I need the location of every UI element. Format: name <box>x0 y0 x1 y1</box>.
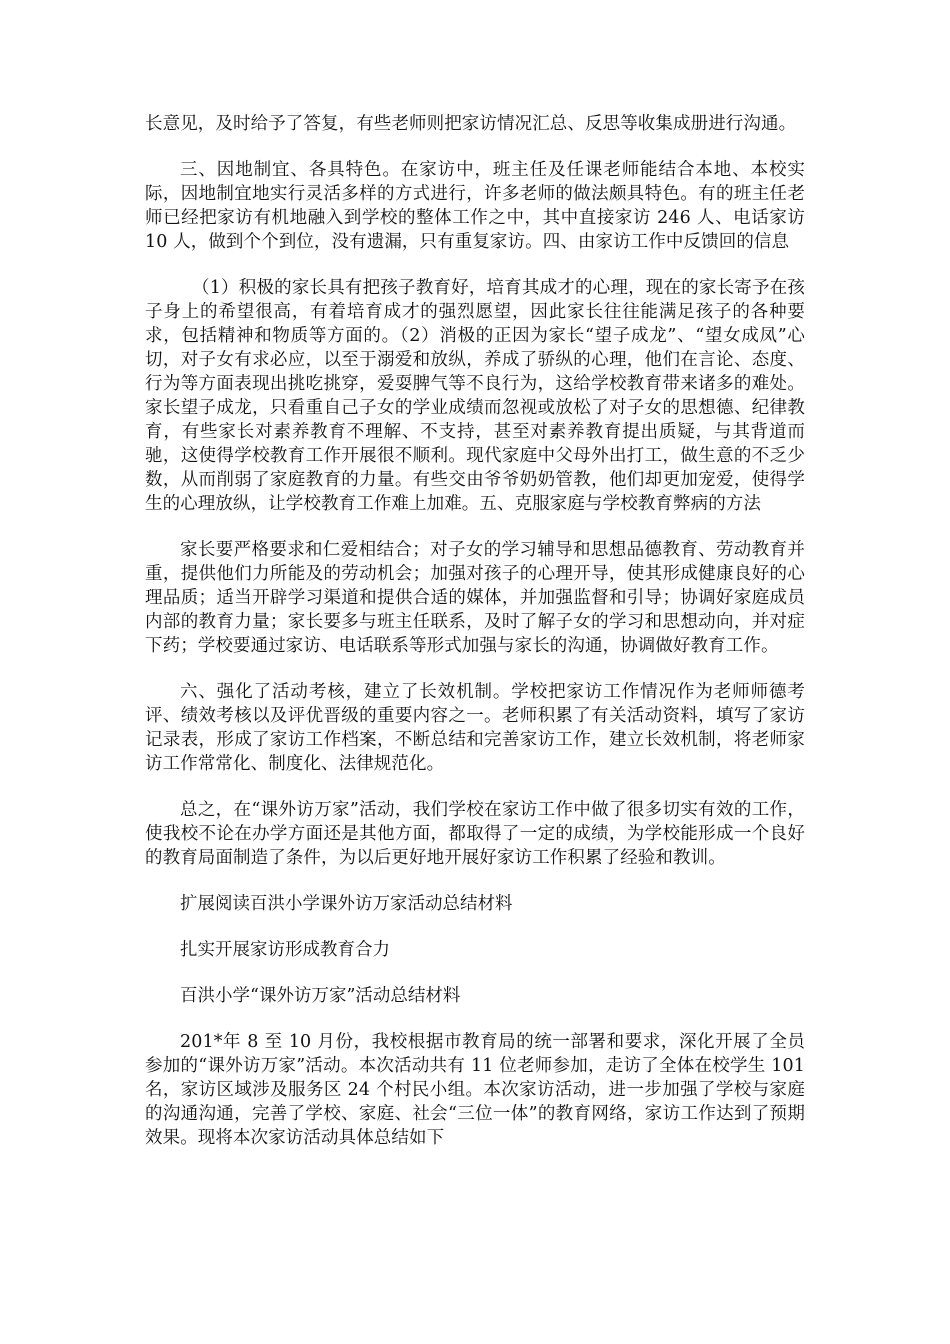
document-page <box>145 112 805 1172</box>
paragraph-methods: 家长要严格要求和仁爱相结合；对子女的学习辅导和思想品德教育、劳动教育并重，提供他们力所能及的劳动机会；加强对孩子的心理开导，使其形成健康良好的心理品质；适当开辟学习渠道和提供合适的媒体，并加强监督和引导；协调好家庭成员内部的教育力量；家长要多与班主任联系，及时了解子女的学习和思想动向，并对症下药；学校要通过家访、电话联系等形式加强与家长的沟通，协调做好教育工作。 <box>145 540 805 656</box>
subtitle-summary-material: 百洪小学“课外访万家”活动总结材料 <box>180 986 461 1006</box>
paragraph-section-three: 三、因地制宜、各具特色。在家访中，班主任及任课老师能结合本地、本校实际，因地制宜地实行灵活多样的方式进行，许多老师的做法颇具特色。有的班主任老师已经把家访有机地融入到学校的整体工作之中，其中直接家访 246 人、电话家访 10 人，做到个个到位，没有遗漏，只有重复家访。四、由家访工作中反馈回的信息 <box>145 160 805 252</box>
paragraph-section-six: 六、强化了活动考核，建立了长效机制。学校把家访工作情况作为老师师德考评、绩效考核以及评优晋级的重要内容之一。老师积累了有关活动资料，填写了家访记录表，形成了家访工作档案，不断总结和完善家访工作，建立长效机制，将老师家访工作常常化、制度化、法律规范化。 <box>145 682 805 774</box>
subtitle-education-force: 扎实开展家访形成教育合力 <box>180 940 390 960</box>
paragraph-activity-overview: 201*年 8 至 10 月份，我校根据市教育局的统一部署和要求，深化开展了全员参加的“课外访万家”活动。本次活动共有 11 位老师参加，走访了全体在校学生 101 名，家访区域涉及服务区 24 个村民小组。本次家访活动，进一步加强了学校与家庭的沟通沟通，完善了学校、家庭、社会“三位一体”的教育网络，家访工作达到了预期效果。现将本次家访活动具体总结如下 <box>145 1032 805 1148</box>
paragraph-continuation: 长意见，及时给予了答复，有些老师则把家访情况汇总、反思等收集成册进行沟通。 <box>145 114 797 134</box>
extended-reading-title: 扩展阅读百洪小学课外访万家活动总结材料 <box>180 894 513 914</box>
paragraph-parent-feedback: （1）积极的家长具有把孩子教育好，培育其成才的心理，现在的家长寄予在孩子身上的希望很高，有着培育成才的强烈愿望，因此家长往往能满足孩子的各种要求，包括精神和物质等方面的。（2）消极的正因为家长“望子成龙”、“望女成凤”心切，对子女有求必应，以至于溺爱和放纵，养成了骄纵的心理，他们在言论、态度、行为等方面表现出挑吃挑穿，爱耍脾气等不良行为，这给学校教育带来诸多的难处。家长望子成龙，只看重自己子女的学业成绩而忽视或放松了对子女的思想德、纪律教育，有些家长对素养教育不理解、不支持，甚至对素养教育提出质疑，与其背道而驰，这使得学校教育工作开展很不顺利。现代家庭中父母外出打工，做生意的不乏少数，从而削弱了家庭教育的力量。有些交由爷爷奶奶管教，他们却更加宠爱，使得学生的心理放纵，让学校教育工作难上加难。五、克服家庭与学校教育弊病的方法 <box>145 278 805 514</box>
paragraph-conclusion: 总之，在“课外访万家”活动，我们学校在家访工作中做了很多切实有效的工作，使我校不论在办学方面还是其他方面，都取得了一定的成绩，为学校能形成一个良好的教育局面制造了条件，为以后更好地开展好家访工作积累了经验和教训。 <box>145 800 805 868</box>
